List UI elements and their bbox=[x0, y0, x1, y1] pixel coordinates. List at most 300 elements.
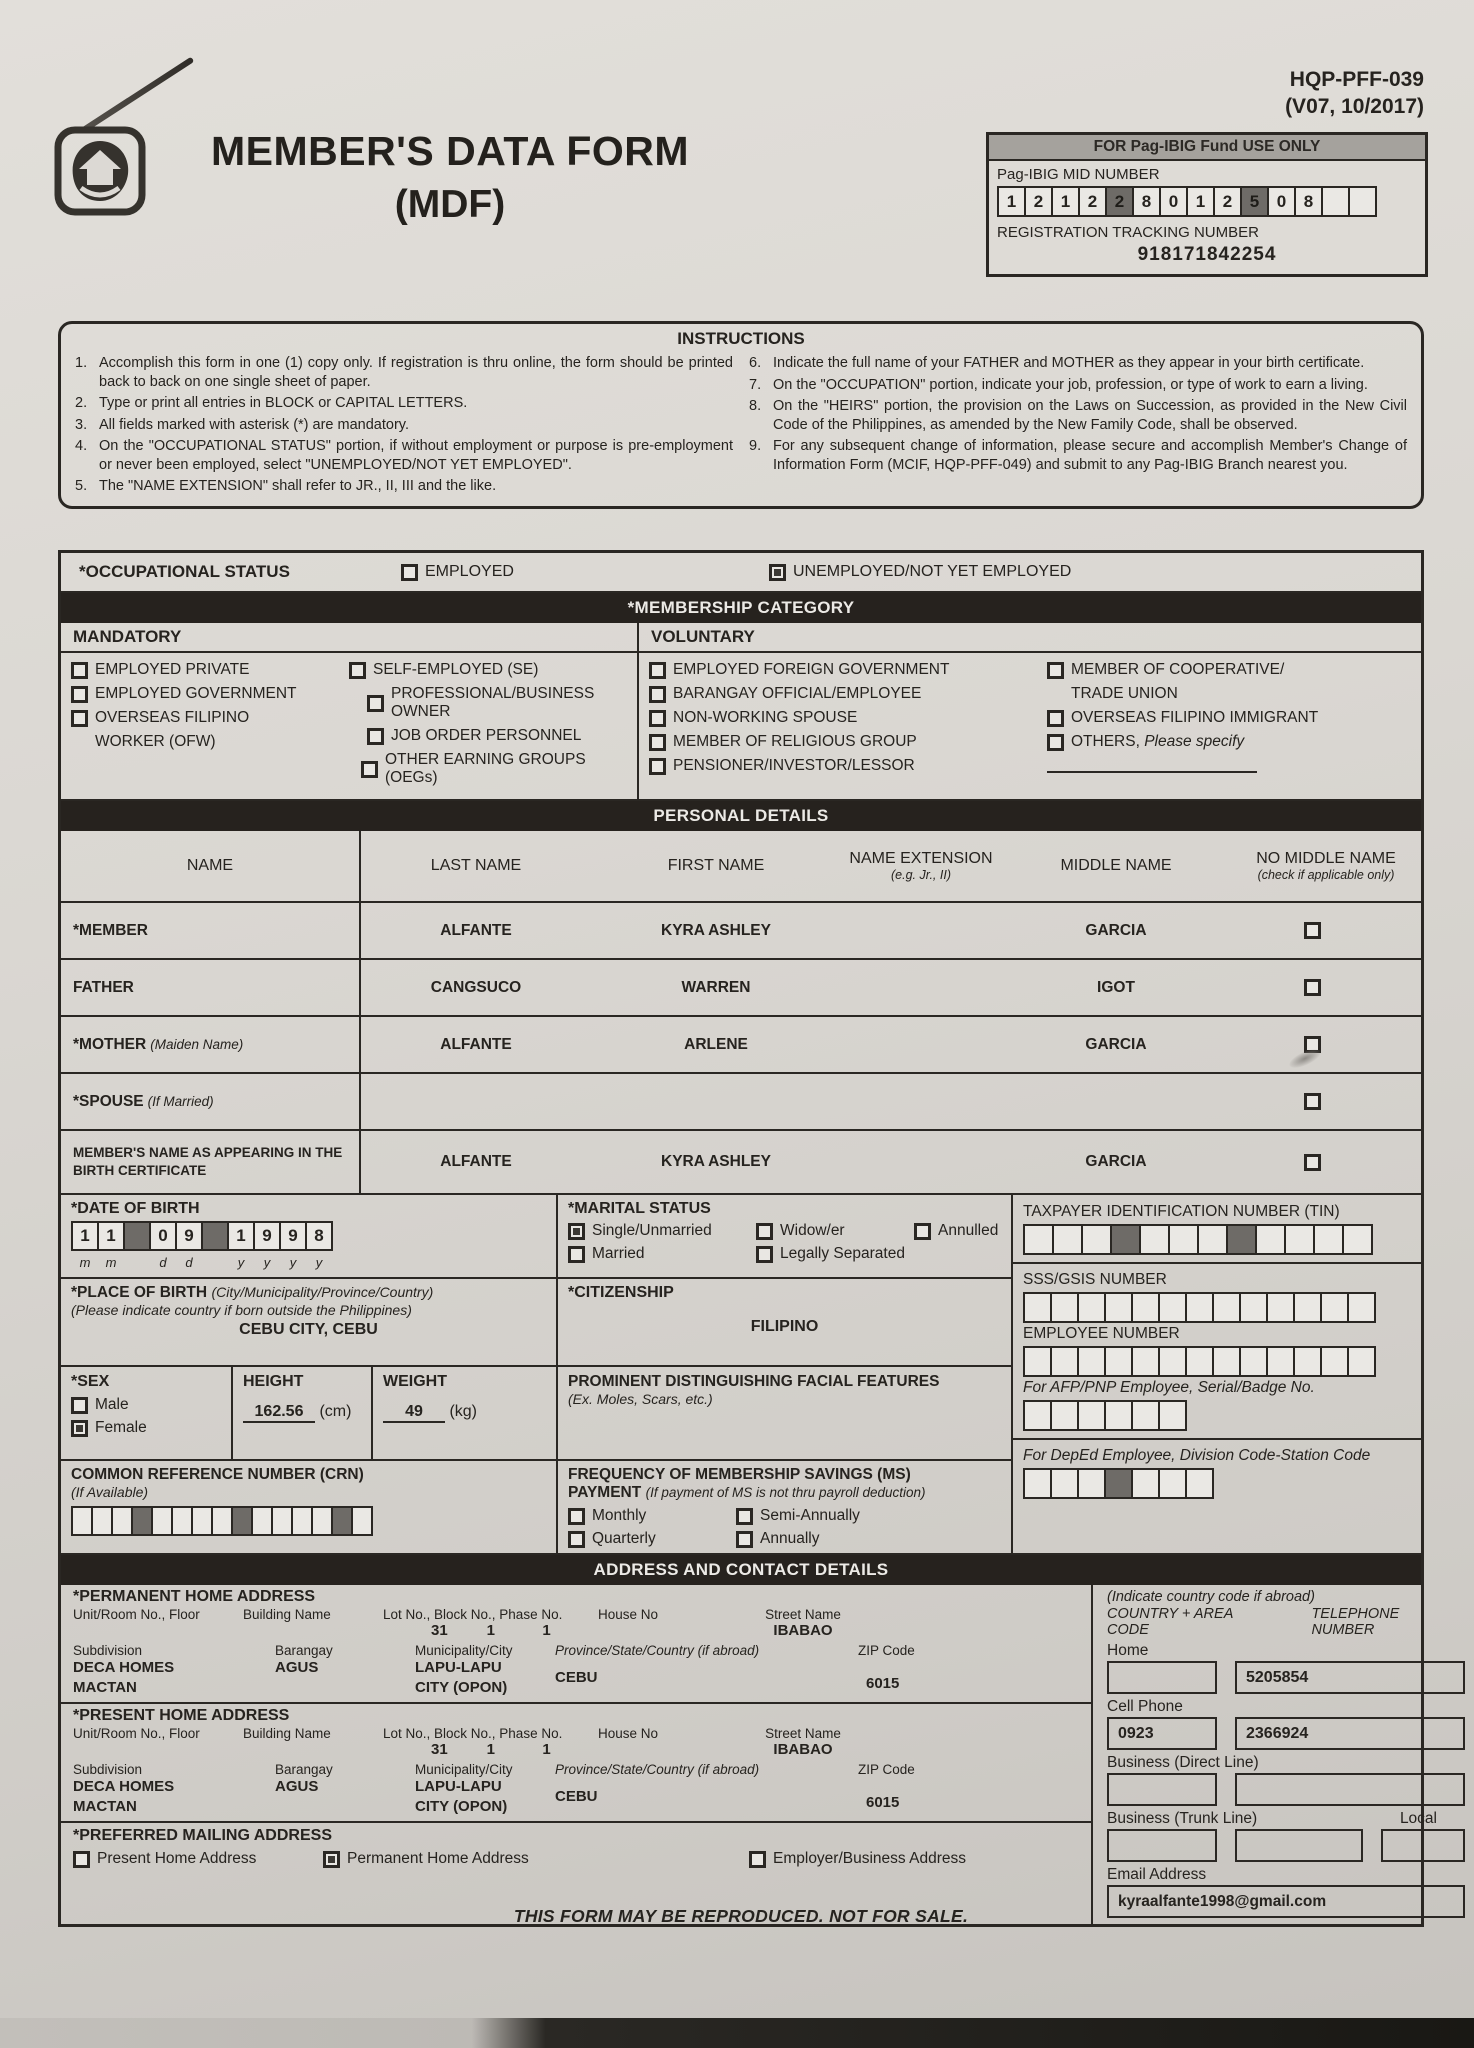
spouse-no-middle-checkbox[interactable] bbox=[1304, 1093, 1321, 1110]
business-trunk-number-field[interactable] bbox=[1235, 1829, 1363, 1862]
grid-cell: 8 bbox=[1132, 186, 1161, 217]
instruction-item bbox=[749, 397, 1407, 434]
row-label: *SPOUSE bbox=[73, 1092, 144, 1110]
instruction-number: 5. bbox=[75, 478, 88, 495]
building-label: Building Name bbox=[243, 1607, 331, 1622]
tin-label: TAXPAYER IDENTIFICATION NUMBER (TIN) bbox=[1023, 1203, 1340, 1220]
grid-cell bbox=[1342, 1224, 1373, 1255]
marital-annulled-option[interactable] bbox=[914, 1222, 1001, 1240]
business-direct-number-field[interactable] bbox=[1235, 1773, 1465, 1806]
female-label: Female bbox=[95, 1419, 147, 1436]
marital-single-option[interactable] bbox=[568, 1222, 756, 1240]
grid-cell bbox=[1212, 1292, 1241, 1323]
subdivision-line2: MACTAN bbox=[73, 1797, 137, 1815]
father-middle-name[interactable]: IGOT bbox=[1097, 978, 1135, 996]
unit-label: Unit/Room No., Floor bbox=[73, 1607, 200, 1622]
religious-group-checkbox[interactable] bbox=[649, 734, 666, 751]
occupational-unemployed-option[interactable] bbox=[769, 563, 1071, 581]
marital-widow-option[interactable] bbox=[756, 1222, 914, 1240]
grid-cell bbox=[1131, 1346, 1160, 1377]
grid-cell: d bbox=[159, 1254, 167, 1270]
grid-cell bbox=[1158, 1292, 1187, 1323]
email-field[interactable]: kyraalfante1998@gmail.com bbox=[1107, 1885, 1465, 1918]
instruction-text: On the "OCCUPATIONAL STATUS" portion, if without employment or purpose is pre-employment or never been employed, select "UNEMPLOYED/NOT YET EMPLOYED". bbox=[99, 438, 733, 473]
grid-cell: m bbox=[105, 1254, 117, 1270]
option-label: EMPLOYED PRIVATE bbox=[95, 661, 250, 678]
cell-prefix-field[interactable]: 0923 bbox=[1107, 1717, 1217, 1750]
grid-cell bbox=[111, 1506, 133, 1536]
grid-cell bbox=[1197, 1224, 1228, 1255]
bc-first-name[interactable]: KYRA ASHLEY bbox=[661, 1153, 771, 1170]
mailing-employer-option[interactable] bbox=[749, 1850, 966, 1868]
crn-label: COMMON REFERENCE NUMBER (CRN) bbox=[71, 1466, 364, 1483]
mailing-permanent-checkbox[interactable] bbox=[323, 1851, 340, 1868]
city-line2: CITY (OPON) bbox=[415, 1678, 508, 1696]
option-label-wrap: TRADE UNION bbox=[1071, 685, 1178, 702]
col-name-extension-label: NAME EXTENSION bbox=[849, 849, 993, 867]
home-area-code-field[interactable] bbox=[1107, 1661, 1217, 1694]
ms-frequency-label2: PAYMENT bbox=[568, 1484, 642, 1501]
grid-cell bbox=[1239, 1292, 1268, 1323]
afp-cells[interactable] bbox=[1023, 1400, 1411, 1431]
date-of-birth-label: *DATE OF BIRTH bbox=[71, 1200, 200, 1217]
grid-cell bbox=[1023, 1468, 1052, 1499]
height-field[interactable] bbox=[233, 1367, 373, 1459]
category-option[interactable] bbox=[349, 661, 627, 679]
col-name-extension bbox=[841, 850, 1001, 883]
non-working-spouse-checkbox[interactable] bbox=[649, 710, 666, 727]
instruction-item bbox=[75, 354, 733, 391]
grid-cell bbox=[1320, 1346, 1349, 1377]
instruction-item bbox=[75, 437, 733, 474]
date-of-birth-field bbox=[61, 1195, 556, 1279]
barangay-official-checkbox[interactable] bbox=[649, 686, 666, 703]
permanent-lot-value[interactable]: 31 bbox=[431, 1622, 448, 1639]
city-line2: CITY (OPON) bbox=[415, 1797, 508, 1815]
option-label: SELF-EMPLOYED (SE) bbox=[373, 661, 539, 678]
instruction-number: 1. bbox=[75, 355, 88, 371]
job-order-checkbox[interactable] bbox=[367, 728, 384, 745]
grid-cell bbox=[1284, 1224, 1315, 1255]
permanent-address-row1 bbox=[61, 1606, 1091, 1642]
row-label: *MEMBER bbox=[73, 921, 148, 939]
business-direct-code-field[interactable] bbox=[1107, 1773, 1217, 1806]
freq-quarterly-option[interactable] bbox=[568, 1530, 736, 1548]
instruction-item bbox=[749, 376, 1407, 395]
marital-separated-option[interactable] bbox=[756, 1245, 914, 1263]
grid-cell bbox=[191, 1506, 213, 1536]
crn-cells[interactable] bbox=[71, 1506, 546, 1536]
address-contact-header: ADDRESS AND CONTACT DETAILS bbox=[61, 1555, 1421, 1585]
row-label: MEMBER'S NAME AS APPEARING IN THE BIRTH CERTIFICATE bbox=[73, 1145, 343, 1178]
category-option[interactable] bbox=[1047, 709, 1318, 727]
present-block-value[interactable]: 1 bbox=[486, 1741, 496, 1758]
grid-cell bbox=[1131, 1292, 1160, 1323]
place-of-birth-label: *PLACE OF BIRTH bbox=[71, 1284, 208, 1301]
subdivision-label: Subdivision bbox=[73, 1643, 143, 1658]
category-option[interactable] bbox=[649, 685, 1047, 703]
pag-ibig-logo-icon bbox=[52, 112, 148, 218]
option-label: MEMBER OF COOPERATIVE/ bbox=[1071, 661, 1285, 678]
grid-cell: 1 bbox=[1186, 186, 1215, 217]
country-area-code-header: COUNTRY + AREA CODE bbox=[1107, 1606, 1233, 1638]
mailing-employer-checkbox[interactable] bbox=[749, 1851, 766, 1868]
father-no-middle-checkbox[interactable] bbox=[1304, 979, 1321, 996]
page-title-line1: MEMBER'S DATA FORM bbox=[210, 128, 690, 174]
grid-cell bbox=[1050, 1468, 1079, 1499]
male-checkbox[interactable] bbox=[71, 1397, 88, 1414]
annulled-checkbox[interactable] bbox=[914, 1223, 931, 1240]
permanent-province-value[interactable]: CEBU bbox=[555, 1669, 598, 1686]
option-label: Semi-Annually bbox=[760, 1507, 860, 1524]
option-label: Legally Separated bbox=[780, 1245, 905, 1262]
option-label: EMPLOYED FOREIGN GOVERNMENT bbox=[673, 661, 950, 678]
foreign-government-checkbox[interactable] bbox=[649, 662, 666, 679]
permanent-phase-value[interactable]: 1 bbox=[542, 1622, 551, 1639]
option-label: Quarterly bbox=[592, 1530, 656, 1547]
facial-features-label: PROMINENT DISTINGUISHING FACIAL FEATURES bbox=[568, 1373, 940, 1390]
grid-cell bbox=[1104, 1400, 1133, 1431]
crn-field bbox=[61, 1461, 556, 1553]
grid-cell bbox=[1110, 1224, 1141, 1255]
father-first-name[interactable]: WARREN bbox=[681, 978, 751, 996]
sex-height-weight-row bbox=[61, 1367, 556, 1461]
bc-last-name[interactable]: ALFANTE bbox=[440, 1153, 512, 1170]
grid-cell bbox=[1321, 186, 1350, 217]
permanent-barangay-value[interactable]: AGUS bbox=[275, 1659, 319, 1676]
instruction-text: Accomplish this form in one (1) copy only. If registration is thru online, the form should be printed back to back on one single sheet of paper. bbox=[99, 355, 733, 390]
present-address-title: *PRESENT HOME ADDRESS bbox=[73, 1707, 290, 1724]
permanent-city-value[interactable] bbox=[415, 1658, 555, 1697]
local-label: Local bbox=[1399, 1810, 1437, 1827]
instruction-item bbox=[75, 416, 733, 435]
permanent-block-value[interactable]: 1 bbox=[486, 1622, 496, 1639]
grid-cell bbox=[131, 1506, 153, 1536]
option-label: OTHER EARNING GROUPS (OEGs) bbox=[385, 751, 586, 786]
present-phase-value[interactable]: 1 bbox=[542, 1741, 551, 1758]
option-label: PROFESSIONAL/BUSINESS OWNER bbox=[391, 685, 595, 720]
employee-number-cells[interactable] bbox=[1023, 1346, 1411, 1377]
grid-cell: 1 bbox=[227, 1221, 255, 1251]
row-label-note: (Maiden Name) bbox=[150, 1036, 244, 1052]
mailing-present-checkbox[interactable] bbox=[73, 1851, 90, 1868]
permanent-subdivision-value[interactable] bbox=[73, 1658, 275, 1697]
height-value: 162.56 bbox=[243, 1403, 315, 1423]
employed-government-checkbox[interactable] bbox=[71, 686, 88, 703]
present-province-value[interactable]: CEBU bbox=[555, 1788, 598, 1805]
mother-middle-name[interactable]: GARCIA bbox=[1085, 1035, 1147, 1053]
married-checkbox[interactable] bbox=[568, 1246, 585, 1263]
oeg-checkbox[interactable] bbox=[361, 761, 378, 778]
row-label: FATHER bbox=[73, 978, 134, 996]
category-option[interactable] bbox=[1047, 733, 1318, 751]
instruction-number: 8. bbox=[749, 398, 762, 415]
citizenship-value: FILIPINO bbox=[750, 1318, 819, 1335]
category-option[interactable] bbox=[649, 733, 1047, 751]
place-of-birth-field[interactable] bbox=[61, 1279, 556, 1367]
table-row-member bbox=[61, 903, 1421, 960]
col-no-middle-note: (check if applicable only) bbox=[1257, 868, 1395, 882]
grid-cell bbox=[291, 1506, 313, 1536]
grid-cell bbox=[1313, 1224, 1344, 1255]
grid-cell bbox=[1023, 1346, 1052, 1377]
instruction-number: 7. bbox=[749, 376, 762, 393]
citizenship-field[interactable] bbox=[558, 1279, 1011, 1367]
present-city-value[interactable] bbox=[415, 1777, 555, 1816]
page-title bbox=[180, 128, 720, 227]
barangay-label: Barangay bbox=[275, 1643, 333, 1658]
mother-first-name[interactable]: ARLENE bbox=[684, 1035, 748, 1053]
instruction-number: 4. bbox=[75, 438, 88, 455]
place-of-birth-value: CEBU CITY, CEBU bbox=[239, 1321, 378, 1338]
col-last-name: LAST NAME bbox=[430, 857, 522, 874]
category-option[interactable] bbox=[361, 751, 627, 787]
option-label: EMPLOYED GOVERNMENT bbox=[95, 685, 297, 702]
option-label: Employer/Business Address bbox=[773, 1850, 966, 1867]
permanent-street-value[interactable]: IBABAO bbox=[773, 1622, 833, 1639]
category-option[interactable] bbox=[649, 661, 1047, 679]
instruction-text: On the "HEIRS" portion, the provision on the Laws on Succession, as provided in the New Civil Code of the Philippines, as amended by the New Family Code, shall be observed. bbox=[773, 398, 1407, 433]
home-number-field[interactable]: 5205854 bbox=[1235, 1661, 1465, 1694]
present-lot-value[interactable]: 31 bbox=[431, 1741, 448, 1758]
member-first-name[interactable]: KYRA ASHLEY bbox=[661, 921, 771, 939]
category-option[interactable] bbox=[1047, 661, 1318, 679]
main-form bbox=[58, 550, 1437, 1927]
instruction-text: Indicate the full name of your FATHER and MOTHER as they appear in your birth certificate. bbox=[773, 355, 1365, 371]
employed-checkbox[interactable] bbox=[401, 564, 418, 581]
grid-cell bbox=[1158, 1400, 1187, 1431]
instruction-item bbox=[749, 437, 1407, 474]
member-middle-name[interactable]: GARCIA bbox=[1085, 921, 1147, 939]
street-label: Street Name bbox=[765, 1607, 841, 1622]
divider bbox=[1013, 1262, 1421, 1264]
grid-cell bbox=[1212, 1346, 1241, 1377]
instructions-left-column bbox=[75, 351, 733, 496]
grid-cell bbox=[1052, 1224, 1083, 1255]
date-of-birth-cells[interactable] bbox=[71, 1221, 546, 1251]
mid-number-cells[interactable] bbox=[997, 186, 1417, 217]
self-employed-checkbox[interactable] bbox=[349, 662, 366, 679]
house-label: House No bbox=[598, 1726, 659, 1741]
freq-monthly-option[interactable] bbox=[568, 1507, 736, 1525]
option-label: Present Home Address bbox=[97, 1850, 257, 1867]
contact-block bbox=[1093, 1585, 1474, 1924]
pensioner-checkbox[interactable] bbox=[649, 758, 666, 775]
option-label: Permanent Home Address bbox=[347, 1850, 529, 1867]
employed-label: EMPLOYED bbox=[425, 563, 514, 580]
instructions-title: INSTRUCTIONS bbox=[677, 329, 805, 348]
grid-cell bbox=[1081, 1224, 1112, 1255]
form-code-version: (V07, 10/2017) bbox=[1285, 95, 1424, 119]
subdivision-line1: DECA HOMES bbox=[73, 1659, 175, 1676]
grid-cell bbox=[1077, 1468, 1106, 1499]
option-label: Annulled bbox=[938, 1222, 999, 1239]
unemployed-label: UNEMPLOYED/NOT YET EMPLOYED bbox=[793, 563, 1072, 580]
grid-cell bbox=[1239, 1346, 1268, 1377]
grid-cell bbox=[1050, 1400, 1079, 1431]
grid-cell bbox=[1139, 1224, 1170, 1255]
instructions-box bbox=[58, 321, 1424, 509]
freq-annually-option[interactable] bbox=[736, 1530, 1001, 1548]
grid-cell bbox=[1347, 1346, 1376, 1377]
category-option[interactable] bbox=[367, 685, 627, 721]
widow-checkbox[interactable] bbox=[756, 1223, 773, 1240]
place-of-birth-note2: (Please indicate country if born outside the Philippines) bbox=[71, 1302, 412, 1318]
footer-notice: THIS FORM MAY BE REPRODUCED. NOT FOR SALE. bbox=[513, 1906, 969, 1926]
ofw-checkbox[interactable] bbox=[71, 710, 88, 727]
city-label: Municipality/City bbox=[415, 1762, 513, 1777]
grid-cell bbox=[1077, 1346, 1106, 1377]
option-label: Single/Unmarried bbox=[592, 1222, 712, 1239]
grid-cell: 2 bbox=[1213, 186, 1242, 217]
local-number-field[interactable] bbox=[1381, 1829, 1465, 1862]
marital-status-field bbox=[558, 1195, 1011, 1279]
category-option[interactable] bbox=[71, 709, 349, 727]
facial-features-note: (Ex. Moles, Scars, etc.) bbox=[568, 1391, 713, 1407]
quarterly-checkbox[interactable] bbox=[568, 1531, 585, 1548]
sss-label: SSS/GSIS NUMBER bbox=[1023, 1271, 1167, 1288]
category-option[interactable] bbox=[649, 757, 1047, 775]
category-option[interactable] bbox=[71, 661, 349, 679]
facial-features-field[interactable] bbox=[558, 1367, 1011, 1461]
place-of-birth-note1: (City/Municipality/Province/Country) bbox=[211, 1284, 434, 1300]
grid-cell: 0 bbox=[149, 1221, 177, 1251]
grid-cell bbox=[1185, 1346, 1214, 1377]
mailing-title: *PREFERRED MAILING ADDRESS bbox=[73, 1827, 332, 1844]
grid-cell: 0 bbox=[1267, 186, 1296, 217]
table-row-spouse bbox=[61, 1074, 1421, 1131]
option-label-italic: Please specify bbox=[1144, 733, 1245, 750]
employee-number-label: EMPLOYEE NUMBER bbox=[1023, 1325, 1180, 1342]
semi-annually-checkbox[interactable] bbox=[736, 1508, 753, 1525]
address-contact-section bbox=[61, 1585, 1437, 1924]
grid-cell: y bbox=[315, 1254, 323, 1270]
business-trunk-code-field[interactable] bbox=[1107, 1829, 1217, 1862]
grid-cell: 5 bbox=[1240, 186, 1269, 217]
grid-cell: m bbox=[79, 1254, 91, 1270]
subdivision-line1: DECA HOMES bbox=[73, 1778, 175, 1795]
occupational-employed-option[interactable] bbox=[401, 563, 769, 581]
instruction-number: 2. bbox=[75, 395, 88, 412]
unemployed-checkbox[interactable] bbox=[769, 564, 786, 581]
grid-cell: 9 bbox=[253, 1221, 281, 1251]
col-no-middle-name bbox=[1231, 850, 1421, 883]
option-label: Married bbox=[592, 1245, 645, 1262]
legally-separated-checkbox[interactable] bbox=[756, 1246, 773, 1263]
membership-category-section bbox=[61, 623, 1421, 801]
father-last-name[interactable]: CANGSUCO bbox=[430, 978, 522, 996]
permanent-zip-value[interactable]: 6015 bbox=[866, 1675, 900, 1692]
grid-cell bbox=[1266, 1346, 1295, 1377]
others-checkbox[interactable] bbox=[1047, 734, 1064, 751]
category-option[interactable] bbox=[71, 685, 349, 703]
ms-frequency-note: (If payment of MS is not thru payroll deduction) bbox=[645, 1485, 926, 1500]
cooperative-checkbox[interactable] bbox=[1047, 662, 1064, 679]
male-label: Male bbox=[95, 1396, 129, 1413]
crn-note: (If Available) bbox=[71, 1484, 149, 1500]
freq-semi-annually-option[interactable] bbox=[736, 1507, 1001, 1525]
instruction-text: The "NAME EXTENSION" shall refer to JR., II, III and the like. bbox=[99, 478, 497, 495]
office-use-box bbox=[986, 132, 1428, 277]
grid-cell: d bbox=[185, 1254, 193, 1270]
bc-no-middle-checkbox[interactable] bbox=[1304, 1154, 1321, 1171]
employed-private-checkbox[interactable] bbox=[71, 662, 88, 679]
present-zip-value[interactable]: 6015 bbox=[866, 1794, 900, 1811]
col-name-extension-note: (e.g. Jr., II) bbox=[891, 868, 951, 882]
grid-cell: 8 bbox=[305, 1221, 333, 1251]
grid-cell bbox=[91, 1506, 113, 1536]
deped-cells[interactable] bbox=[1023, 1468, 1411, 1499]
grid-cell bbox=[1293, 1346, 1322, 1377]
form-code bbox=[1285, 66, 1424, 121]
member-last-name[interactable]: ALFANTE bbox=[440, 921, 512, 939]
building-label: Building Name bbox=[243, 1726, 331, 1741]
height-unit: (cm) bbox=[319, 1403, 352, 1420]
row-label: *MOTHER bbox=[73, 1035, 147, 1053]
option-label: Annually bbox=[760, 1530, 820, 1547]
cell-number-field[interactable]: 2366924 bbox=[1235, 1717, 1465, 1750]
grid-cell bbox=[1320, 1292, 1349, 1323]
bc-middle-name[interactable]: GARCIA bbox=[1085, 1153, 1147, 1170]
details-middle-column bbox=[558, 1195, 1013, 1553]
monthly-checkbox[interactable] bbox=[568, 1508, 585, 1525]
grid-cell bbox=[311, 1506, 333, 1536]
present-barangay-value[interactable]: AGUS bbox=[275, 1778, 319, 1795]
instruction-text: All fields marked with asterisk (*) are mandatory. bbox=[99, 416, 409, 433]
grid-cell bbox=[1158, 1468, 1187, 1499]
home-phone-label: Home bbox=[1107, 1642, 1149, 1659]
category-option[interactable] bbox=[367, 727, 627, 745]
office-use-header: FOR Pag-IBIG Fund USE ONLY bbox=[989, 135, 1425, 161]
mailing-present-option[interactable] bbox=[73, 1850, 323, 1868]
weight-field[interactable] bbox=[373, 1367, 556, 1459]
email-label: Email Address bbox=[1107, 1866, 1207, 1883]
grid-cell: 2 bbox=[1024, 186, 1053, 217]
mailing-permanent-option[interactable] bbox=[323, 1850, 683, 1868]
weight-label: WEIGHT bbox=[383, 1373, 447, 1390]
grid-cell bbox=[1158, 1346, 1187, 1377]
grid-cell bbox=[1226, 1224, 1257, 1255]
business-direct-label: Business (Direct Line) bbox=[1107, 1754, 1259, 1771]
member-no-middle-checkbox[interactable] bbox=[1304, 922, 1321, 939]
grid-cell: 1 bbox=[97, 1221, 125, 1251]
grid-cell bbox=[201, 1221, 229, 1251]
professional-checkbox[interactable] bbox=[367, 695, 384, 712]
subdivision-label: Subdivision bbox=[73, 1762, 143, 1777]
citizenship-label: *CITIZENSHIP bbox=[568, 1284, 674, 1301]
sex-male-option[interactable] bbox=[71, 1396, 221, 1414]
divider bbox=[1013, 1438, 1421, 1440]
sex-female-option[interactable] bbox=[71, 1419, 221, 1437]
category-option[interactable] bbox=[649, 709, 1047, 727]
filipino-immigrant-checkbox[interactable] bbox=[1047, 710, 1064, 727]
sss-cells[interactable] bbox=[1023, 1292, 1411, 1323]
mother-last-name[interactable]: ALFANTE bbox=[440, 1035, 512, 1053]
marital-married-option[interactable] bbox=[568, 1245, 756, 1263]
tin-cells[interactable] bbox=[1023, 1224, 1411, 1255]
col-first-name: FIRST NAME bbox=[667, 857, 765, 874]
present-subdivision-value[interactable] bbox=[73, 1777, 275, 1816]
instruction-number: 3. bbox=[75, 416, 88, 433]
female-checkbox[interactable] bbox=[71, 1420, 88, 1437]
voluntary-title: VOLUNTARY bbox=[639, 623, 1421, 653]
subdivision-line2: MACTAN bbox=[73, 1678, 137, 1696]
address-block bbox=[61, 1585, 1093, 1924]
present-street-value[interactable]: IBABAO bbox=[773, 1741, 833, 1758]
others-specify-line[interactable] bbox=[1047, 757, 1257, 773]
single-checkbox[interactable] bbox=[568, 1223, 585, 1240]
annually-checkbox[interactable] bbox=[736, 1531, 753, 1548]
